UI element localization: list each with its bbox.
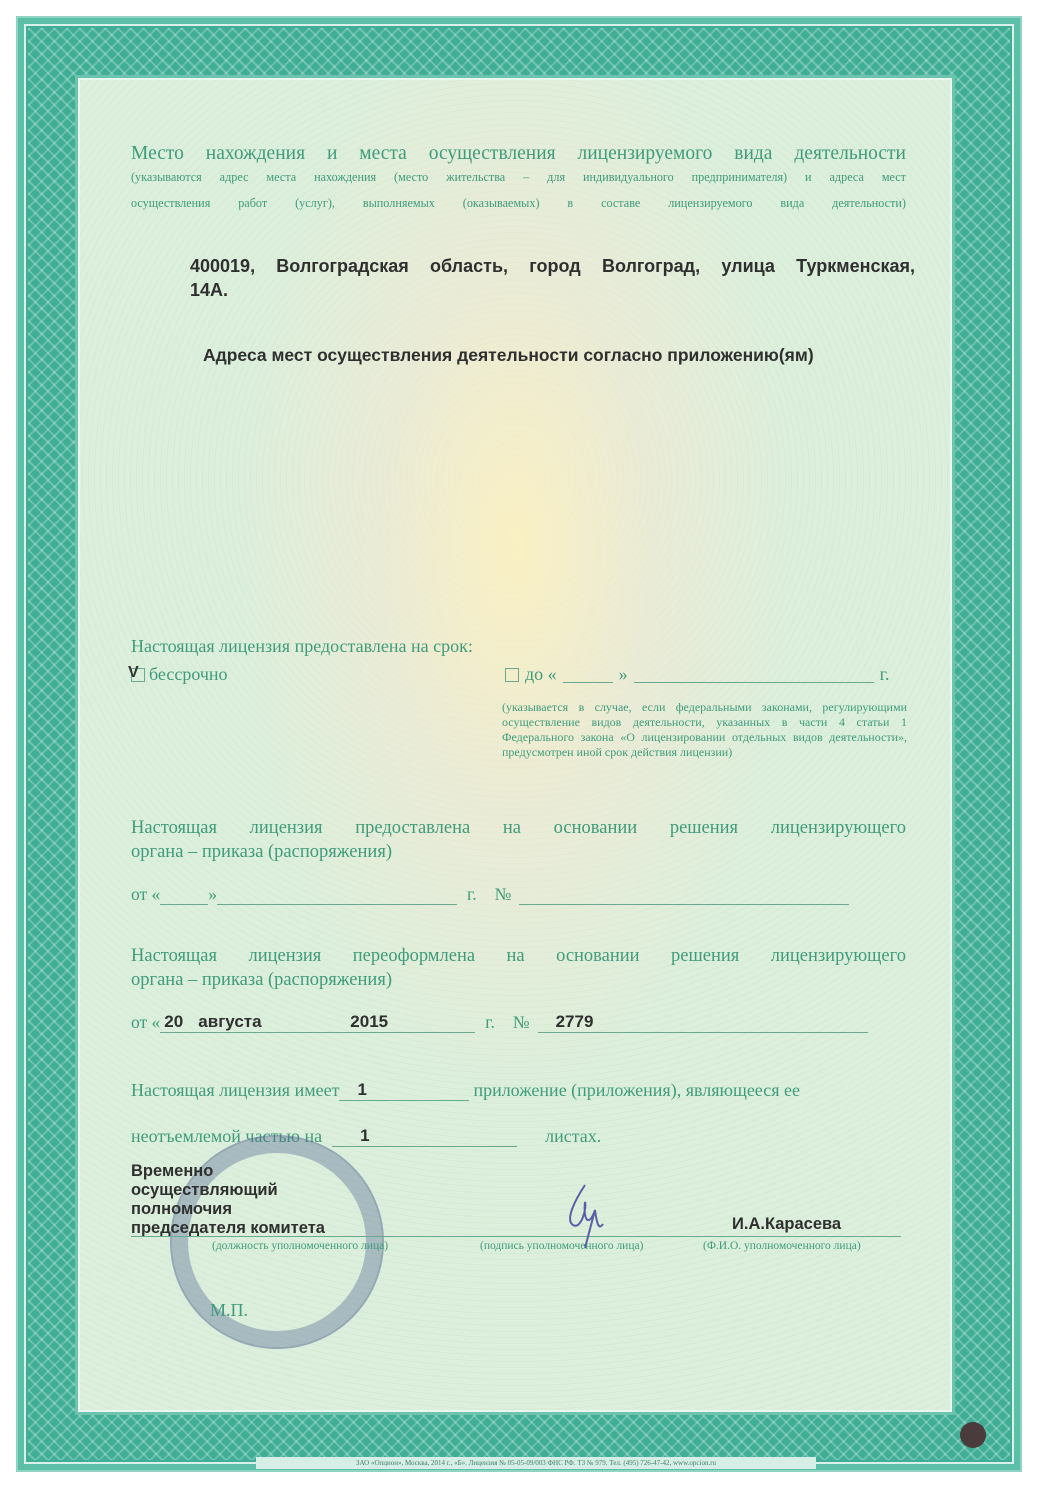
until-day-field — [563, 666, 613, 683]
granted-year-suffix: г. — [467, 884, 477, 904]
location-note-line2: осуществления работ (услуг), выполняемых (оказываемых) в составе лицензируемого вида деятельности) — [131, 196, 906, 210]
name-caption: (Ф.И.О. уполномоченного лица) — [703, 1240, 861, 1252]
reissued-line2: органа – приказа (распоряжения) — [131, 970, 392, 990]
reissued-year: 2015 — [350, 1012, 389, 1031]
until-prefix: до « — [525, 664, 557, 684]
address-line2: 14А. — [190, 280, 229, 300]
printer-footer: ЗАО «Опцион», Москва, 2014 г., «Б». Лицензия № 05-05-09/003 ФНС РФ. ТЗ № 979. Тел. (495) 726-47-42, www.opcion.ru — [256, 1457, 816, 1469]
reissued-year-suffix: г. — [485, 1012, 495, 1032]
signatory-name: И.А.Карасева — [732, 1215, 842, 1233]
granted-date-row — [131, 884, 901, 905]
appendix-row1 — [131, 1080, 901, 1101]
term-until-option — [505, 664, 890, 685]
position-caption: (должность уполномоченного лица) — [212, 1240, 389, 1252]
appendix-count: 1 — [357, 1080, 367, 1099]
position-line-4: председателя комитета — [131, 1219, 325, 1237]
seal-label: М.П. — [210, 1300, 249, 1320]
reissued-month: августа — [198, 1012, 262, 1031]
appendix-count-field — [339, 1080, 469, 1101]
position-line-3: полномочия — [131, 1200, 232, 1218]
until-note: (указывается в случае, если федеральными законами, регулирующими осуществление видов деятельности, указанных в части 4 статьи 1 Федерального закона «О лицензировании отдельных видов деятельности», предусмотрен иной срок действия лицензии) — [502, 700, 907, 759]
appendix-line1-suffix: приложение (приложения), являющееся ее — [473, 1080, 800, 1100]
position-line-1: Временно — [131, 1162, 214, 1180]
checkbox-checked — [128, 663, 145, 682]
term-indefinite-option — [128, 663, 228, 685]
appendix-line1-prefix: Настоящая лицензия имеет — [131, 1080, 340, 1100]
until-suffix: г. — [879, 664, 890, 684]
checkbox-unchecked — [505, 668, 519, 682]
position-line-2: осуществляющий — [131, 1181, 278, 1199]
sheet-count: 1 — [360, 1126, 370, 1145]
punch-hole — [960, 1422, 986, 1448]
reissued-from-label: от « — [131, 1012, 161, 1032]
granted-number-field — [519, 888, 849, 905]
addresses-per-appendix: Адреса мест осуществления деятельности согласно приложению(ям) — [203, 345, 814, 365]
signatory-position — [131, 1162, 325, 1238]
until-quote-close: » — [618, 664, 628, 684]
granted-from-label: от « — [131, 884, 161, 904]
signature-caption: (подпись уполномоченного лица) — [480, 1240, 644, 1252]
reissued-paragraph — [131, 944, 906, 992]
granted-day-field — [160, 888, 208, 905]
until-date-field — [634, 666, 874, 683]
address — [190, 254, 915, 302]
appendix-line2-suffix: листах. — [545, 1126, 602, 1146]
reissued-date-field — [160, 1012, 475, 1033]
handwritten-signature — [555, 1180, 615, 1250]
term-title: Настоящая лицензия предоставлена на срок: — [131, 636, 473, 656]
reissued-line1: Настоящая лицензия переоформлена на основании решения лицензирующего — [131, 946, 906, 966]
location-heading: Место нахождения и места осуществления лицензируемого вида деятельности — [131, 143, 906, 164]
check-mark: V — [128, 663, 139, 681]
reissued-number-field — [538, 1012, 868, 1033]
granted-line2: органа – приказа (распоряжения) — [131, 842, 392, 862]
reissued-date-row — [131, 1012, 901, 1033]
address-line1: 400019, Волгоградская область, город Волгоград, улица Туркменская, — [190, 256, 915, 276]
granted-number-label: № — [494, 884, 512, 904]
granted-paragraph — [131, 816, 906, 864]
appendix-line2-prefix: неотъемлемой частью на — [131, 1126, 323, 1146]
location-note-line1: (указываются адрес места нахождения (место жительства – для индивидуального предпринимателя) и адреса мест — [131, 170, 906, 184]
term-indefinite-label: бессрочно — [149, 664, 228, 684]
granted-date-field — [217, 888, 457, 905]
reissued-number-label: № — [512, 1012, 530, 1032]
sheet-count-field — [332, 1126, 517, 1147]
reissued-number: 2779 — [555, 1012, 594, 1031]
granted-quote-close: » — [208, 884, 218, 904]
granted-line1: Настоящая лицензия предоставлена на основании решения лицензирующего — [131, 818, 906, 838]
signature-line — [131, 1236, 901, 1237]
reissued-day: 20 — [164, 1012, 184, 1031]
